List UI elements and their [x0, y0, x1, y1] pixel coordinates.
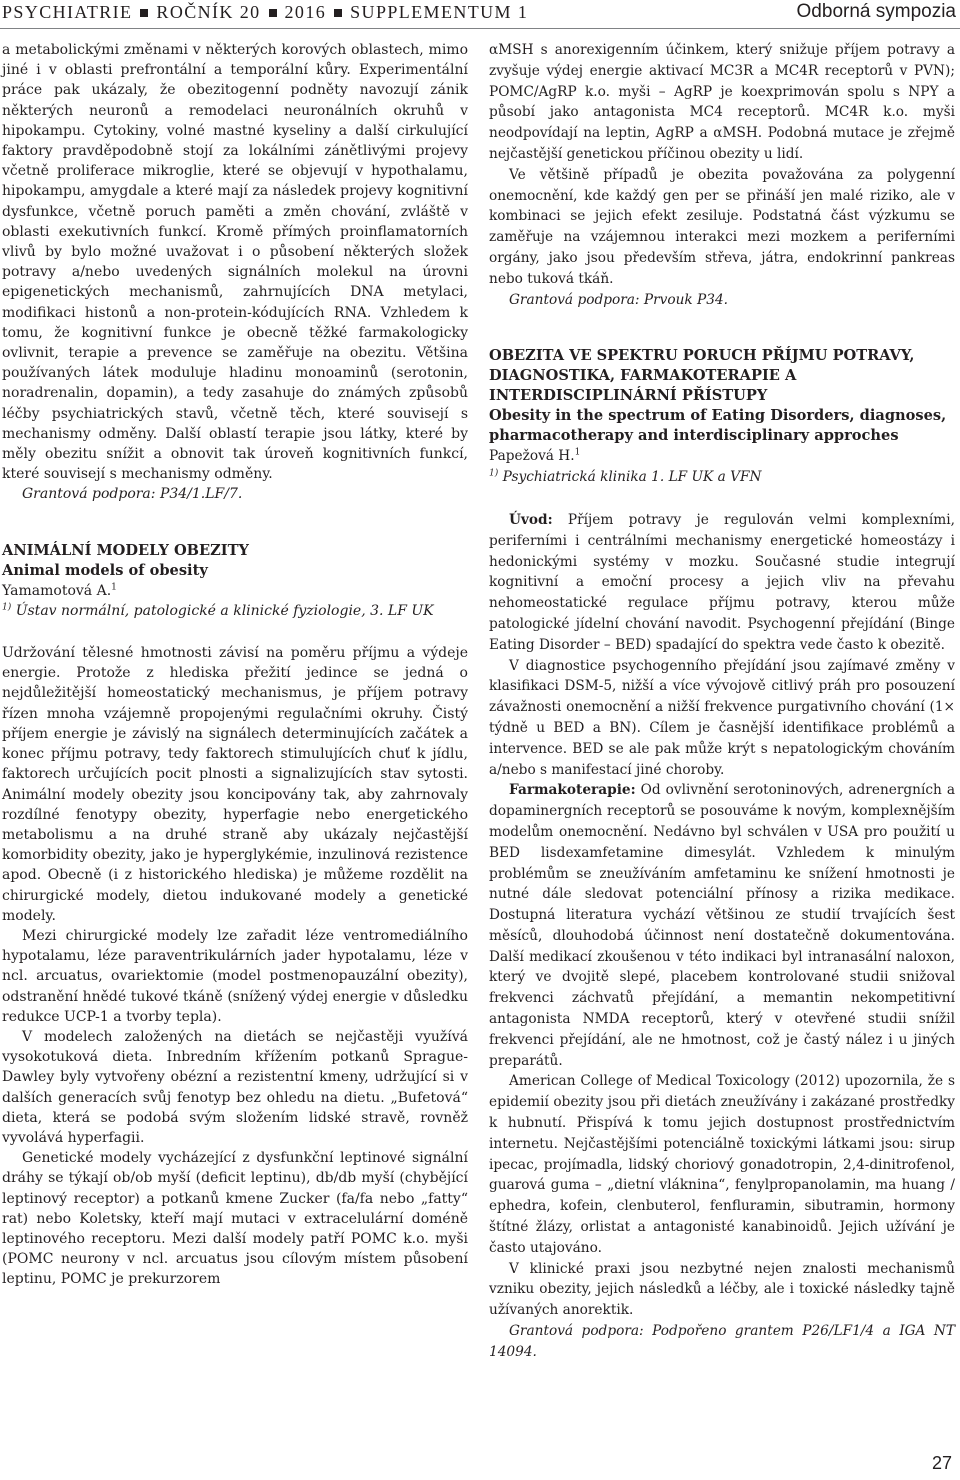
- body-paragraph: V modelech založených na dietách se nejčastěji využívá vysokotuková dieta. Inbredním křížením potkanů Sprague-Dawley byly vytvořeny obézní a rezistentní kmeny, udržující si v dalších generacích svůj fenotyp bez ohledu na dietu. „Bufetová“ dieta, která se podobá svým složením lidské stravě, rovněž vyvolává hyperfagii.: [2, 1028, 468, 1146]
- journal-issue: SUPPLEMENTUM 1: [350, 2, 529, 22]
- continued-paragraph: a metabolickými změnami v některých korových oblastech, mimo jiné i v oblasti prefrontální a temporální kůry. Experimentální práce pak ukázaly, že obezitogenní podněty navozují zánik některých neuronů a remodelaci neuronálních okruhů v hipokampu. Cytokiny, volné mastné kyseliny a další cirkulující faktory pravděpodobně stojí za lokálními zánětlivými projevy včetně proliferace mikroglie, které se objevují v hypothalamu, hipokampu, amygdale a které mají za následek projevy kognitivní dysfunkce, včetně poruch paměti a změn chování, zvláště v oblasti exekutivních funkcí. Kromě přímých proinflamatorních vlivů by bylo možné uvažovat i o působení některých složek potravy a/nebo uvedených signálních molekul na úrovni epigenetických mechanismů, zahrnujících DNA metylaci, modifikaci histonů a non-protein-kódujících RNA. Vzhledem k tomu, že kognitivní funkce je obecně těžké farmakologicky ovlivnit, terapie a prevence se zaměřuje na obezitu. Většina používaných látek moduluje hladinu monoaminů (serotonin, noradrenalin, dopamin), a tedy zasahuje do známých způsobů léčby psychiatrických stavů, včetně těch, které souvisejí s mechanismy odměny. Další oblastí terapie jsou látky, které by měly obezitu snížit a obnovit tak úroveň kognitivních funkcí, které souvisejí s mechanismy odměny.: [2, 42, 468, 483]
- affiliation-line: [489, 467, 955, 488]
- separator-square-icon: [140, 9, 148, 17]
- grant-note: Grantová podpora: Podpořeno grantem P26/LF1/4 a IGA NT 14094.: [489, 1323, 955, 1360]
- author-superscript: 1: [111, 582, 117, 593]
- body-paragraph: Genetické modely vycházející z dysfunkční leptinové signální dráhy se týkají ob/ob myší (deficit leptinu), db/db myší (chybějící leptinový receptor) a potkanů kmene Zucker (fa/fa nebo „fatty“ rat) nebo Koletsky, kteří mají mutaci v extracelulární doméně leptinového receptoru. Mezi další modely patří POMC k.o. myši (POMC neurony v ncl. arcuatus jsou cílovým místem působení leptinu, POMC je prekurzorem: [2, 1150, 468, 1288]
- spacer: [489, 310, 955, 346]
- body-paragraph: [489, 780, 955, 1071]
- separator-square-icon: [334, 9, 342, 17]
- journal-name: PSYCHIATRIE: [2, 2, 133, 22]
- journal-volume: ROČNÍK 20: [156, 2, 261, 22]
- body-paragraph: V klinické praxi jsou nezbytné nejen znalosti mechanismů vzniku obezity, jejich následků a léčby, ale i toxické následky tajně užívaných anorektik.: [489, 1260, 955, 1319]
- journal-year: 2016: [284, 2, 327, 22]
- body-paragraph: [489, 510, 955, 656]
- author-superscript: 1: [574, 447, 581, 458]
- affiliation-text: Ústav normální, patologické a klinické fyziologie, 3. LF UK: [15, 602, 434, 619]
- affiliation-text: Psychiatrická klinika 1. LF UK a VFN: [502, 469, 762, 486]
- section-name: Odborná sympozia: [796, 1, 956, 22]
- paragraph-lead: Farmakoterapie:: [509, 782, 636, 799]
- grant-note: Grantová podpora: Prvouk P34.: [509, 291, 729, 308]
- journal-title: [2, 2, 528, 23]
- paragraph-lead: Úvod:: [509, 511, 553, 528]
- affiliation-superscript: 1): [2, 602, 12, 613]
- body-paragraph: Ve většině případů je obezita považována za polygenní onemocnění, kde každý gen per se přináší jen malé riziko, ale v kombinaci se jejich efekt zesiluje. Podstatná část výzkumu se zaměřuje na vzájemnou interakci mezi mozkem a periferními orgány, jako jsou především střeva, játra, endokrinní pankreas nebo tuková tkáň.: [489, 166, 955, 287]
- article-title: ANIMÁLNÍ MODELY OBEZITY: [2, 541, 249, 559]
- article-title-english: Obesity in the spectrum of Eating Disorders, diagnoses, pharmacotherapy and interdisciplinary approches: [489, 407, 947, 445]
- author-line: [489, 446, 955, 467]
- body-paragraph: Mezi chirurgické modely lze zařadit léze ventromediálního hypotalamu, léze paraventrikulárních jader hypotalamu, léze v ncl. arcuatus, ovariektomie (model postmenopauzální obezity), odstranění hnědé tukové tkáně (snížený výdej energie v důsledku redukce UCP-1 a tvorby tepla).: [2, 927, 468, 1025]
- paragraph-text: Příjem potravy je regulován velmi komplexními, periferními i centrálními mechanismy energetické homeostázy i hedonickými systémy v mozku. Současné studie integrují kognitivní a emoční procesy a jejich vliv na převahu nehomeostatické regulace příjmu potravy, kterou může patologické jídelní chování navodit. Psychogenní přejídání (Binge Eating Disorder – BED) spadající do spektra vede často k obezitě.: [489, 511, 955, 653]
- paragraph-text: Od ovlivnění serotoninových, adrenergních a dopaminergních receptorů se posouváme k novým, komplexnějším modelům onemocnění. Nedávno byl schválen v USA pro použití u BED lisdexamfetamine dimesylát. Vzhledem k minulým problémům se zneužíváním amfetaminu ke snížení hmotnosti je nutné dále sledovat potenciální přínosy a rizika medikace. Dostupná literatura vychází většinou ze studií trvajících šest měsíců, dlouhodobá účinnost není dostatečně dokumentována. Další medikací zkoušenou v této indikaci byl intranasální naloxon, který ve dvojitě slepé, placebem kontrolované studii snižoval frekvenci záchvatů přejídání, a memantin nekompetitivní antagonista NMDA receptorů, který v otevřené studii snížil frekvenci přejídání, ale ne hmotnost, což je častý nález i u jiných preparátů.: [489, 782, 955, 1069]
- right-column: [489, 40, 955, 1363]
- running-header: [0, 0, 960, 29]
- affiliation-line: [2, 601, 468, 621]
- article-title: OBEZITA VE SPEKTRU PORUCH PŘÍJMU POTRAVY, DIAGNOSTIKA, FARMAKOTERAPIE A INTERDISCIPLINÁRNÍ PŘÍSTUPY: [489, 347, 915, 405]
- spacer: [2, 621, 468, 643]
- body-paragraph: Udržování tělesné hmotnosti závisí na poměru příjmu a výdeje energie. Protože z hlediska přežití jedince se jedná o nejdůležitější homeostatický mechanismus, je příjem potravy řízen mnoha vzájemně propojenými regulačními okruhy. Čistý příjem energie je závislý na signálech determinujících začátek a konec příjmu potravy, tedy faktorech stimulujících chuť k jídlu, faktorech určujících pocit plnosti a signalizujících stav sytosti. Animální modely obezity jsou koncipovány tak, aby zahrnovaly rozdílné fenotypy obezity, hyperfagie nebo energetického metabolismu a na druhé straně aby ukázaly nejčastější komorbidity obezity, jako je hyperglykémie, inzulinová rezistence apod. Obecně (i z historického hlediska) je můžeme rozdělit na chirurgické modely, dietou indukované modely a genetické modely.: [2, 645, 468, 924]
- spacer: [2, 505, 468, 541]
- affiliation-superscript: 1): [489, 468, 499, 479]
- left-column: [2, 40, 468, 1290]
- author-line: [2, 581, 468, 601]
- body-paragraph: V diagnostice psychogenního přejídání jsou zajímavé změny v klasifikaci DSM-5, nižší a více vývojově citlivý práh pro posouzení závažnosti onemocnění a nižší frekvence purgativního chování (1× týdně u BED a BN). Cílem je časnější identifikace problémů a intervence. BED se ale pak může krýt s nepatologickým chováním a/nebo s manifestací jiné choroby.: [489, 657, 955, 778]
- author-name: Yamamotová A.: [2, 582, 112, 599]
- separator-square-icon: [269, 9, 277, 17]
- article-title-english: Animal models of obesity: [2, 561, 208, 579]
- spacer: [489, 488, 955, 510]
- author-name: Papežová H.: [489, 448, 575, 465]
- grant-note: Grantová podpora: P34/1.LF/7.: [22, 486, 243, 503]
- continued-paragraph: αMSH s anorexigenním účinkem, který snižuje příjem potravy a zvyšuje výdej energie aktivací MC3R a MC4R receptorů v PVN); POMC/AgRP k.o. myši – AgRP je koexprimován spolu s NPY a působí jako antagonista MC4 receptorů. MC4R k.o. myši neodpovídají na leptin, AgRP a αMSH. Podobná mutace je zřejmě nejčastější genetickou příčinou obezity u lidí.: [489, 42, 955, 162]
- body-paragraph: American College of Medical Toxicology (2012) upozornila, že s epidemií obezity jsou při dietách zneužívány i zakázané prostředky k hubnutí. Přispívá k tomu jejich dostupnost prostřednictvím internetu. Nejčastějšími potenciálně toxickými látkami jsou: sirup ipecac, projímadla, lidský choriový gonadotropin, 2,4-dinitrofenol, guarová guma – „dietní vláknina“, fenylpropanolamin, ma huang / ephedra, kofein, clenbuterol, fenfluramin, sibutramin, hormony štítné žlázy, orlistat a antagonisté kanabinoidů. Jejich užívání je často utajováno.: [489, 1073, 955, 1256]
- page-number: 27: [931, 1453, 952, 1473]
